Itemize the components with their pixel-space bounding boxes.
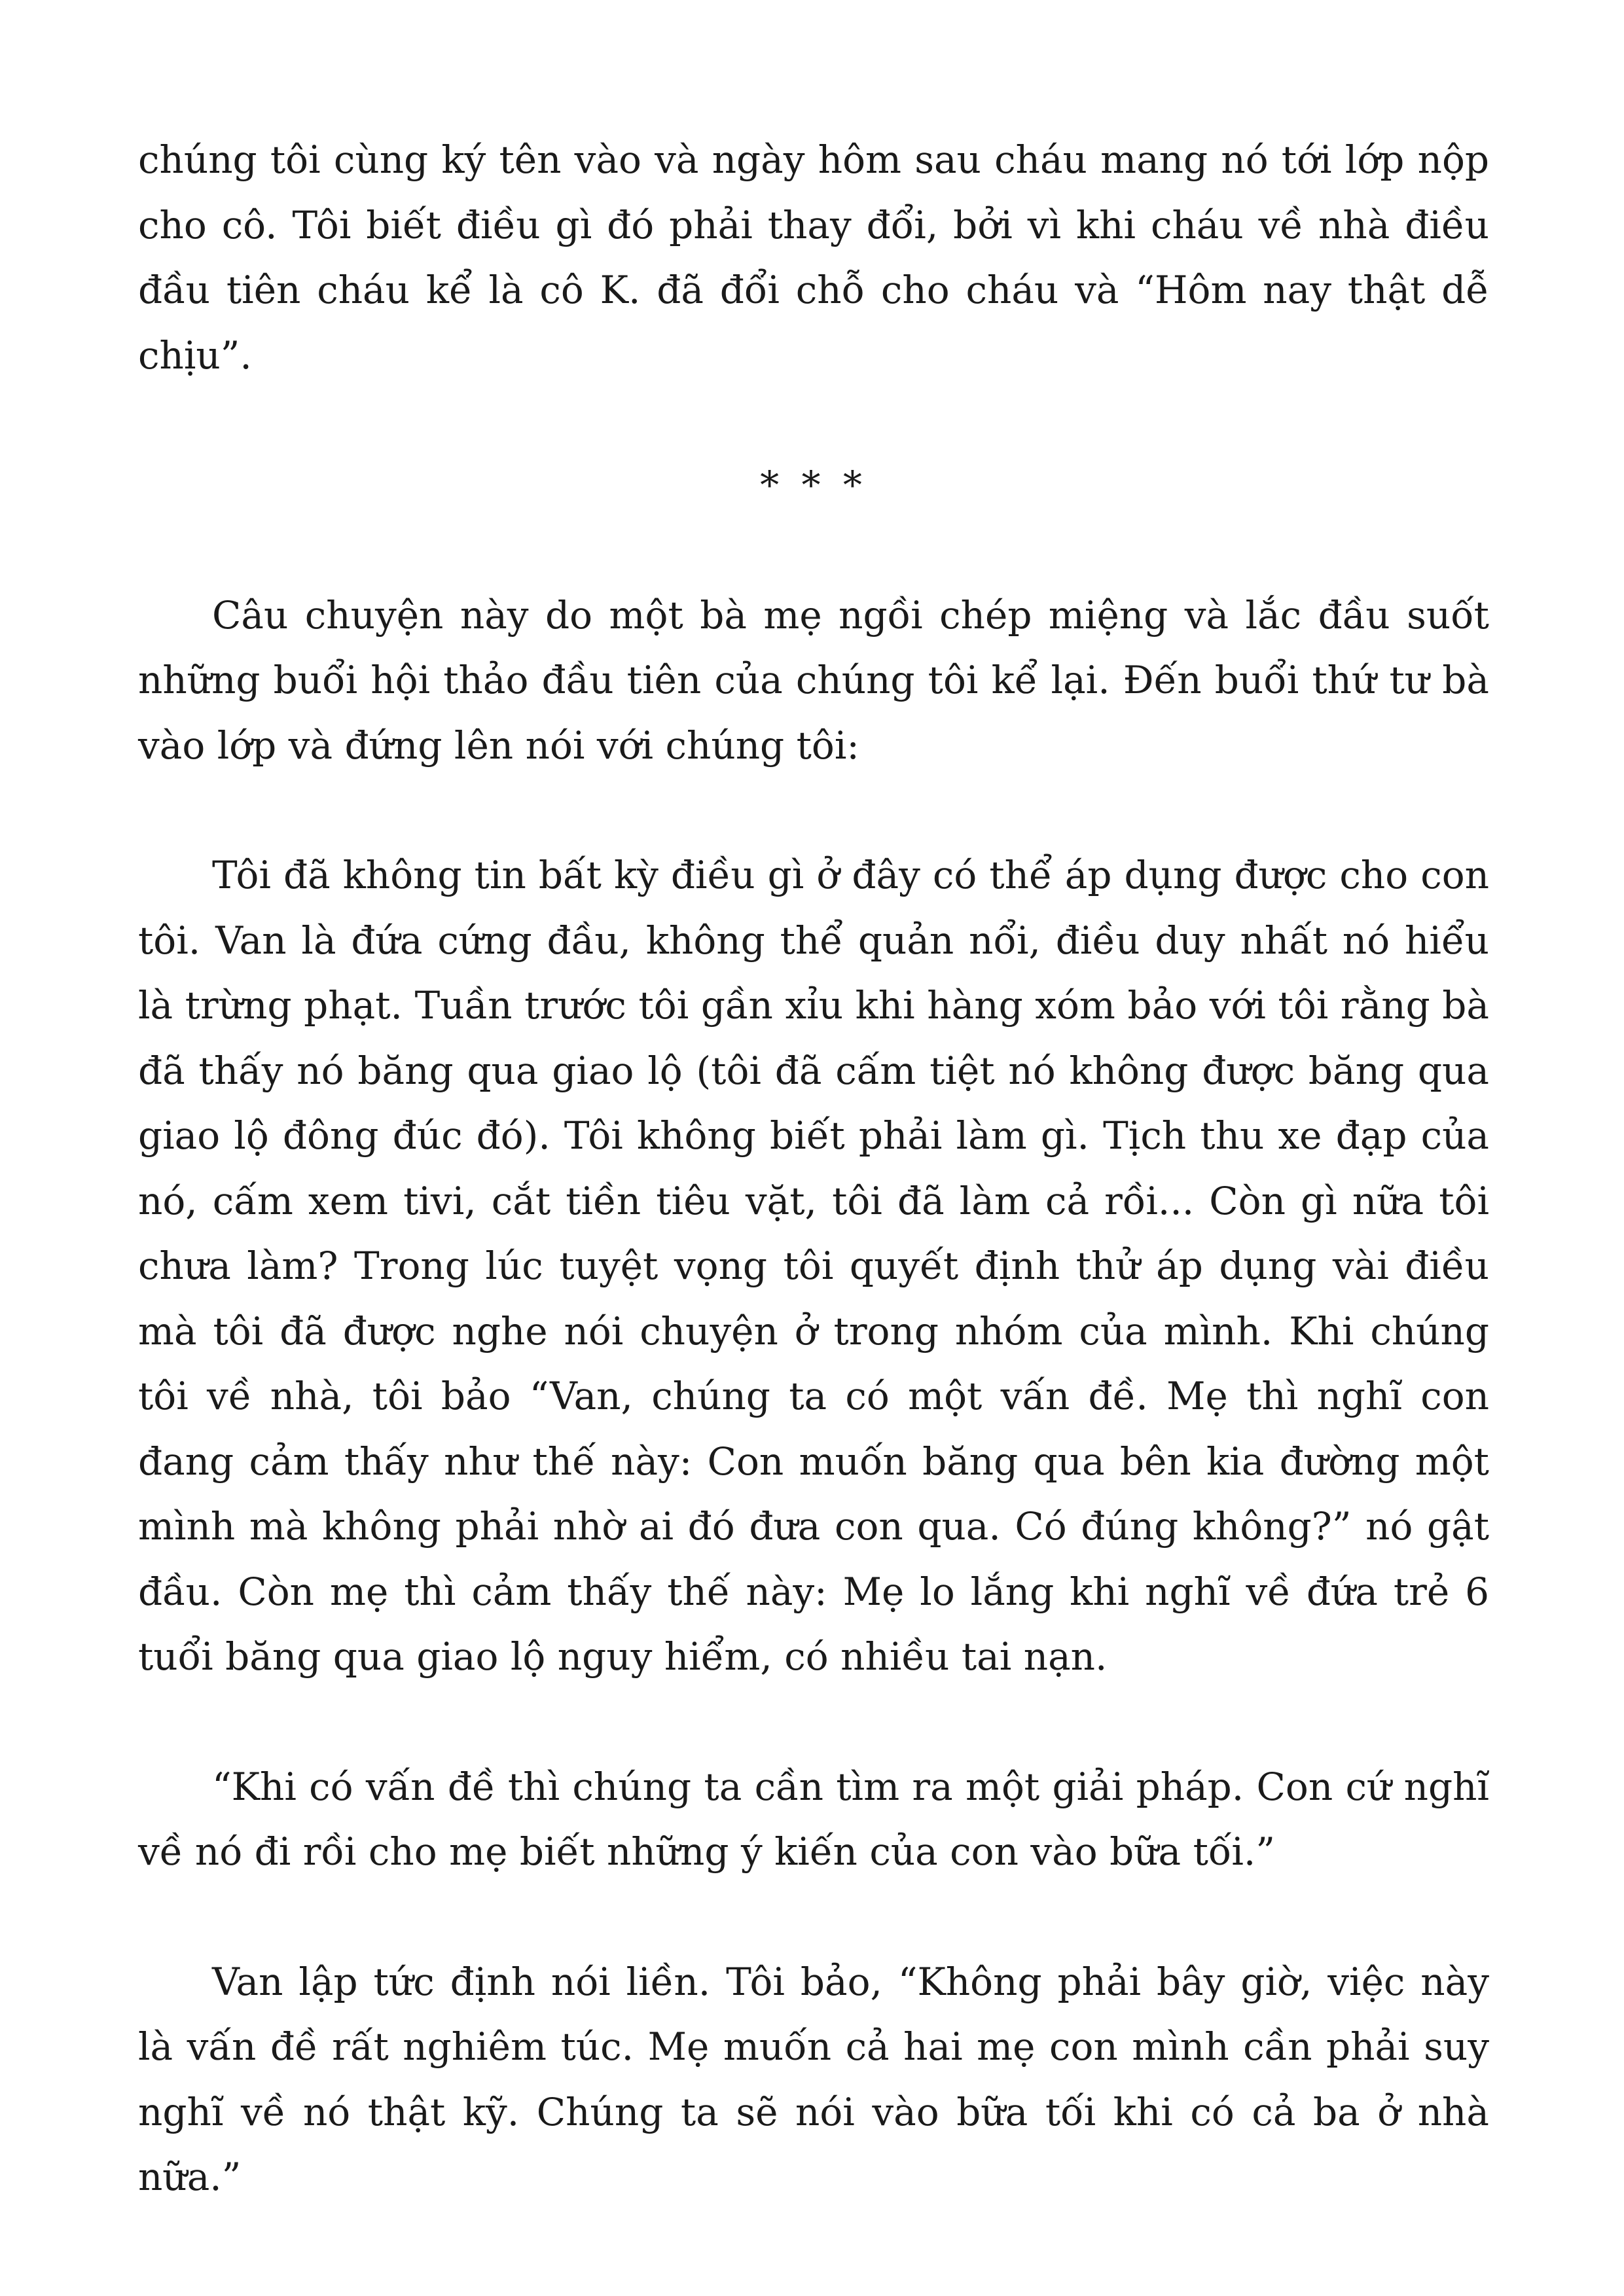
paragraph-continuation: chúng tôi cùng ký tên vào và ngày hôm sau cháu mang nó tới lớp nộp cho cô. Tôi biết điều gì đó phải thay đổi, bởi vì khi cháu về nhà điều đầu tiên cháu kể là cô K. đã đổi chỗ cho cháu và “Hôm nay thật dễ chịu”. <box>138 137 1489 378</box>
paragraph-gap <box>138 518 1489 583</box>
book-page <box>138 128 1489 2210</box>
paragraph-story-intro: Câu chuyện này do một bà mẹ ngồi chép miệng và lắc đầu suốt những buổi hội thảo đầu tiên của chúng tôi kể lại. Đến buổi thứ tư bà vào lớp và đứng lên nói với chúng tôi: <box>138 592 1489 768</box>
paragraph-gap <box>138 778 1489 843</box>
paragraph-problem-solving: “Khi có vấn đề thì chúng ta cần tìm ra một giải pháp. Con cứ nghĩ về nó đi rồi cho mẹ biết những ý kiến của con vào bữa tối.” <box>138 1764 1489 1874</box>
paragraph-gap <box>138 1690 1489 1755</box>
paragraph-mother-account: Tôi đã không tin bất kỳ điều gì ở đây có thể áp dụng được cho con tôi. Van là đứa cứng đầu, không thể quản nổi, điều duy nhất nó hiểu là trừng phạt. Tuần trước tôi gần xỉu khi hàng xóm bảo với tôi rằng bà đã thấy nó băng qua giao lộ (tôi đã cấm tiệt nó không được băng qua giao lộ đông đúc đó). Tôi không biết phải làm gì. Tịch thu xe đạp của nó, cấm xem tivi, cắt tiền tiêu vặt, tôi đã làm cả rồi... Còn gì nữa tôi chưa làm? Trong lúc tuyệt vọng tôi quyết định thử áp dụng vài điều mà tôi đã được nghe nói chuyện ở trong nhóm của mình. Khi chúng tôi về nhà, tôi bảo “Van, chúng ta có một vấn đề. Mẹ thì nghĩ con đang cảm thấy như thế này: Con muốn băng qua bên kia đường một mình mà không phải nhờ ai đó đưa con qua. Có đúng không?” nó gật đầu. Còn mẹ thì cảm thấy thế này: Mẹ lo lắng khi nghĩ về đứa trẻ 6 tuổi băng qua giao lộ nguy hiểm, có nhiều tai nạn. <box>138 853 1489 1679</box>
paragraph-dinner-discussion: Van lập tức định nói liền. Tôi bảo, “Không phải bây giờ, việc này là vấn đề rất nghiêm túc. Mẹ muốn cả hai mẹ con mình cần phải suy nghĩ về nó thật kỹ. Chúng ta sẽ nói vào bữa tối khi có cả ba ở nhà nữa.” <box>138 1959 1489 2199</box>
paragraph-gap <box>138 388 1489 453</box>
section-separator: * * * <box>760 463 867 507</box>
paragraph-gap <box>138 1885 1489 1950</box>
